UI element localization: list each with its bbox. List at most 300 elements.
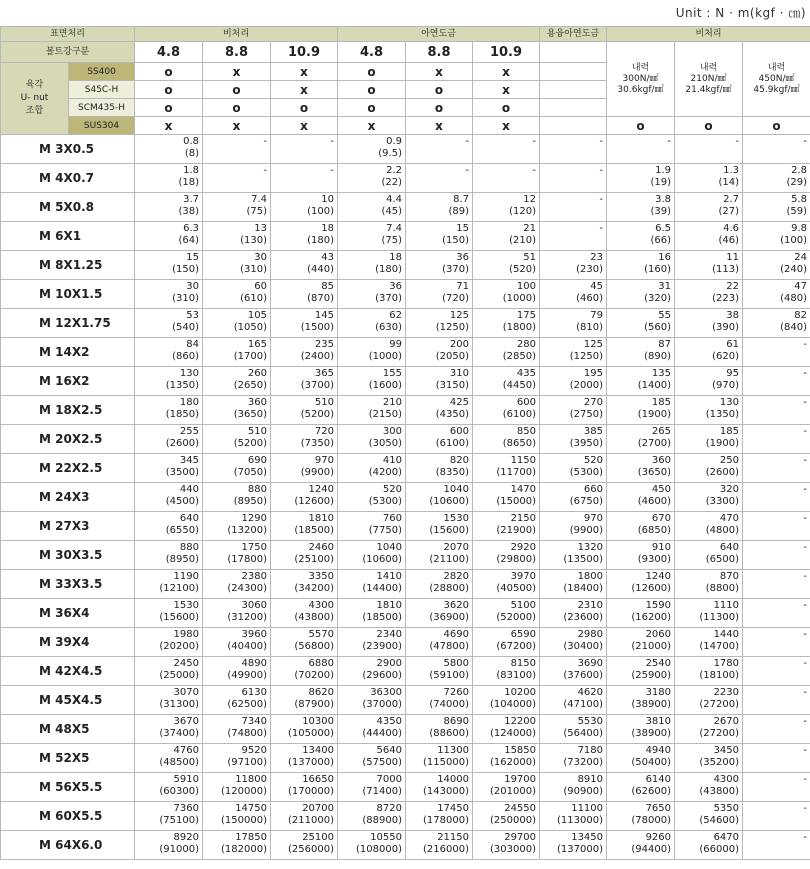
torque-kgf: (1250) xyxy=(569,351,604,362)
torque-nm: - xyxy=(803,426,808,437)
torque-kgf: (4800) xyxy=(705,525,740,536)
torque-cell xyxy=(203,280,271,309)
torque-nm: 3180 xyxy=(645,687,672,698)
torque-kgf: (11300) xyxy=(699,612,740,623)
torque-nm: 61 xyxy=(726,339,740,350)
torque-cell xyxy=(743,773,810,802)
torque-nm: 2540 xyxy=(645,658,672,669)
torque-nm: 4.6 xyxy=(723,223,740,234)
torque-nm: 235 xyxy=(314,339,334,350)
torque-kgf: (105000) xyxy=(288,728,334,739)
torque-nm: 360 xyxy=(651,455,672,466)
torque-kgf: (150) xyxy=(442,235,469,246)
torque-nm: 8920 xyxy=(173,832,199,843)
torque-kgf: (12600) xyxy=(294,496,334,507)
torque-kgf: (810) xyxy=(576,322,604,333)
group-zinc-plated: 아연도금 xyxy=(338,27,540,42)
torque-cell xyxy=(607,657,675,686)
torque-cell xyxy=(271,686,338,715)
torque-cell xyxy=(743,338,810,367)
torque-kgf: (1000) xyxy=(502,293,537,304)
torque-nm: 4300 xyxy=(713,774,740,785)
torque-nm: 29700 xyxy=(504,832,537,843)
torque-kgf: (70200) xyxy=(294,670,334,681)
torque-kgf: (8350) xyxy=(435,467,469,478)
torque-nm: 2310 xyxy=(577,600,604,611)
torque-nm: 87 xyxy=(658,339,672,350)
torque-cell xyxy=(473,628,540,657)
torque-kgf: (5300) xyxy=(569,467,604,478)
torque-nm: - xyxy=(803,600,808,611)
material-scm435-h: SCM435-H xyxy=(69,99,135,117)
bolt-size: M 5X0.8 xyxy=(1,193,135,222)
torque-nm: 105 xyxy=(247,310,267,321)
torque-kgf: (5200) xyxy=(233,438,267,449)
torque-kgf: (56400) xyxy=(563,728,604,739)
torque-kgf: (8950) xyxy=(233,496,267,507)
torque-nm: 51 xyxy=(523,252,537,263)
torque-cell xyxy=(473,512,540,541)
torque-kgf: (7050) xyxy=(233,467,267,478)
table-row xyxy=(1,570,810,599)
torque-nm: 410 xyxy=(382,455,402,466)
torque-cell xyxy=(743,715,810,744)
torque-nm: 3960 xyxy=(241,629,267,640)
bolt-size: M 6X1 xyxy=(1,222,135,251)
torque-cell xyxy=(203,512,271,541)
torque-kgf: (108000) xyxy=(356,844,402,855)
torque-nm: 175 xyxy=(516,310,537,321)
torque-cell xyxy=(271,309,338,338)
torque-nm: - xyxy=(465,136,469,147)
torque-kgf: (37400) xyxy=(159,728,199,739)
bolt-size: M 3X0.5 xyxy=(1,135,135,164)
torque-cell xyxy=(135,483,203,512)
torque-kgf: (970) xyxy=(712,380,740,391)
torque-nm: 85 xyxy=(321,281,334,292)
bolt-size: M 52X5 xyxy=(1,744,135,773)
torque-cell xyxy=(406,628,473,657)
torque-cell xyxy=(675,193,743,222)
torque-nm: 2.8 xyxy=(791,165,808,176)
torque-kgf: (4600) xyxy=(637,496,672,507)
torque-cell xyxy=(338,599,406,628)
torque-cell xyxy=(406,280,473,309)
torque-cell xyxy=(271,628,338,657)
torque-cell xyxy=(473,831,540,860)
torque-nm: 9.8 xyxy=(791,223,808,234)
torque-kgf: (1000) xyxy=(368,351,402,362)
torque-kgf: (5200) xyxy=(300,409,334,420)
strength-line: 내력 xyxy=(767,62,786,73)
torque-nm: 7000 xyxy=(376,774,402,785)
torque-nm: 14000 xyxy=(437,774,469,785)
table-body xyxy=(1,135,810,860)
torque-nm: 5570 xyxy=(308,629,334,640)
torque-table xyxy=(0,26,810,860)
torque-kgf: (38) xyxy=(178,206,199,217)
torque-nm: 6880 xyxy=(308,658,334,669)
torque-kgf: (19) xyxy=(650,177,672,188)
torque-kgf: (370) xyxy=(442,264,469,275)
torque-nm: 10550 xyxy=(370,832,402,843)
torque-nm: - xyxy=(803,136,808,147)
torque-kgf: (12600) xyxy=(631,583,672,594)
torque-cell xyxy=(135,512,203,541)
torque-cell xyxy=(338,773,406,802)
torque-nm: - xyxy=(532,165,537,176)
torque-nm: 3970 xyxy=(510,571,537,582)
torque-cell xyxy=(271,135,338,164)
torque-nm: 385 xyxy=(583,426,604,437)
torque-kgf: (2150) xyxy=(368,409,402,420)
torque-cell xyxy=(675,222,743,251)
torque-nm: 3060 xyxy=(241,600,267,611)
table-row xyxy=(1,193,810,222)
compat-mark: o xyxy=(473,99,540,117)
torque-nm: 79 xyxy=(590,310,604,321)
group-untreated: 비처리 xyxy=(135,27,338,42)
torque-kgf: (104000) xyxy=(490,699,537,710)
torque-kgf: (2850) xyxy=(502,351,537,362)
torque-nm: 145 xyxy=(314,310,334,321)
torque-kgf: (29800) xyxy=(496,554,537,565)
material-s45c-h: S45C-H xyxy=(69,81,135,99)
torque-kgf: (5300) xyxy=(368,496,402,507)
torque-cell xyxy=(675,657,743,686)
torque-kgf: (45) xyxy=(381,206,402,217)
torque-kgf: (35200) xyxy=(699,757,740,768)
torque-cell xyxy=(271,396,338,425)
torque-kgf: (11700) xyxy=(496,467,537,478)
torque-nm: 1240 xyxy=(308,484,334,495)
torque-cell xyxy=(271,744,338,773)
torque-cell xyxy=(135,628,203,657)
surface-treatment-label: 표면처리 xyxy=(1,27,135,42)
compat-mark: o xyxy=(271,99,338,117)
torque-nm: 31 xyxy=(658,281,672,292)
torque-cell xyxy=(406,570,473,599)
torque-nm: - xyxy=(803,803,808,814)
torque-nm: - xyxy=(330,165,334,176)
torque-cell xyxy=(338,396,406,425)
torque-kgf: (124000) xyxy=(490,728,537,739)
torque-kgf: (17800) xyxy=(227,554,267,565)
torque-cell xyxy=(743,367,810,396)
torque-nm: 30 xyxy=(254,252,267,263)
torque-cell xyxy=(338,193,406,222)
torque-cell xyxy=(203,686,271,715)
compat-mark: x xyxy=(473,117,540,135)
torque-kgf: (520) xyxy=(509,264,537,275)
torque-cell xyxy=(743,396,810,425)
compat-empty xyxy=(540,81,607,99)
torque-nm: 9520 xyxy=(241,745,267,756)
torque-cell xyxy=(135,454,203,483)
torque-nm: 1040 xyxy=(443,484,469,495)
torque-cell xyxy=(406,454,473,483)
torque-nm: 47 xyxy=(794,281,808,292)
torque-cell xyxy=(675,541,743,570)
compat-mark: o xyxy=(338,81,406,99)
table-row xyxy=(1,657,810,686)
torque-nm: - xyxy=(803,774,808,785)
torque-nm: 2.7 xyxy=(723,194,740,205)
torque-kgf: (2000) xyxy=(569,380,604,391)
torque-kgf: (64) xyxy=(178,235,199,246)
torque-cell xyxy=(406,483,473,512)
torque-cell xyxy=(271,338,338,367)
torque-nm: 0.8 xyxy=(183,136,199,147)
torque-kgf: (60300) xyxy=(159,786,199,797)
torque-cell xyxy=(338,338,406,367)
torque-kgf: (460) xyxy=(576,293,604,304)
torque-cell xyxy=(473,222,540,251)
torque-kgf: (10600) xyxy=(362,554,402,565)
compat-mark: o xyxy=(743,117,810,135)
torque-kgf: (210) xyxy=(509,235,537,246)
torque-kgf: (1800) xyxy=(502,322,537,333)
torque-nm: 2450 xyxy=(173,658,199,669)
compat-mark: o xyxy=(675,117,743,135)
torque-kgf: (14700) xyxy=(699,641,740,652)
torque-cell xyxy=(406,251,473,280)
torque-kgf: (230) xyxy=(576,264,604,275)
bolt-size: M 18X2.5 xyxy=(1,396,135,425)
torque-kgf: (113000) xyxy=(557,815,604,826)
torque-kgf: (28800) xyxy=(429,583,469,594)
compat-mark: o xyxy=(135,81,203,99)
torque-nm: 11100 xyxy=(571,803,604,814)
torque-nm: 1190 xyxy=(173,571,199,582)
strength-cell xyxy=(743,42,810,117)
torque-cell xyxy=(271,222,338,251)
torque-nm: 8620 xyxy=(308,687,334,698)
torque-cell xyxy=(743,251,810,280)
torque-kgf: (3500) xyxy=(165,467,199,478)
torque-kgf: (27200) xyxy=(699,699,740,710)
bolt-size: M 22X2.5 xyxy=(1,454,135,483)
torque-cell xyxy=(135,193,203,222)
torque-kgf: (180) xyxy=(307,235,334,246)
table-row xyxy=(1,222,810,251)
table-row xyxy=(1,454,810,483)
torque-nm: 600 xyxy=(449,426,469,437)
torque-kgf: (8) xyxy=(184,148,199,159)
torque-nm: - xyxy=(599,194,604,205)
torque-kgf: (48500) xyxy=(159,757,199,768)
torque-kgf: (6500) xyxy=(705,554,740,565)
torque-kgf: (23900) xyxy=(362,641,402,652)
torque-nm: 1810 xyxy=(376,600,402,611)
torque-nm: 10 xyxy=(321,194,334,205)
torque-cell xyxy=(406,367,473,396)
torque-nm: 125 xyxy=(449,310,469,321)
torque-nm: 600 xyxy=(516,397,537,408)
torque-nm: 155 xyxy=(382,368,402,379)
torque-cell xyxy=(540,367,607,396)
torque-kgf: (120000) xyxy=(221,786,267,797)
torque-cell xyxy=(271,164,338,193)
table-row xyxy=(1,425,810,454)
torque-cell xyxy=(271,657,338,686)
torque-cell xyxy=(607,802,675,831)
torque-cell xyxy=(406,541,473,570)
material-ss400: SS400 xyxy=(69,63,135,81)
torque-cell xyxy=(473,309,540,338)
torque-kgf: (180) xyxy=(375,264,402,275)
torque-cell xyxy=(473,802,540,831)
torque-kgf: (160) xyxy=(644,264,672,275)
torque-nm: 1.8 xyxy=(183,165,199,176)
table-header xyxy=(1,27,810,135)
torque-kgf: (21000) xyxy=(631,641,672,652)
torque-nm: 25100 xyxy=(302,832,334,843)
material-sus304: SUS304 xyxy=(69,117,135,135)
torque-nm: 53 xyxy=(186,310,199,321)
torque-kgf: (3300) xyxy=(705,496,740,507)
torque-nm: 11 xyxy=(726,252,740,263)
torque-nm: 250 xyxy=(719,455,740,466)
torque-kgf: (49900) xyxy=(227,670,267,681)
torque-nm: 7360 xyxy=(173,803,199,814)
table-row xyxy=(1,512,810,541)
torque-nm: 130 xyxy=(179,368,199,379)
torque-cell xyxy=(406,425,473,454)
torque-cell xyxy=(607,164,675,193)
torque-kgf: (43800) xyxy=(294,612,334,623)
torque-nm: 970 xyxy=(583,513,604,524)
torque-kgf: (1900) xyxy=(705,438,740,449)
torque-kgf: (2050) xyxy=(435,351,469,362)
bolt-size: M 33X3.5 xyxy=(1,570,135,599)
grade-cell: 4.8 xyxy=(135,42,203,63)
torque-cell xyxy=(135,367,203,396)
torque-nm: 6590 xyxy=(510,629,537,640)
torque-kgf: (2600) xyxy=(165,438,199,449)
torque-nm: 300 xyxy=(382,426,402,437)
torque-nm: - xyxy=(735,136,740,147)
torque-nm: 265 xyxy=(651,426,672,437)
torque-nm: 5530 xyxy=(577,716,604,727)
torque-kgf: (14400) xyxy=(362,583,402,594)
torque-cell xyxy=(675,425,743,454)
torque-nm: 8150 xyxy=(510,658,537,669)
torque-nm: 1290 xyxy=(241,513,267,524)
torque-cell xyxy=(540,222,607,251)
torque-nm: 850 xyxy=(516,426,537,437)
torque-kgf: (100) xyxy=(307,206,334,217)
strength-line: 210N/㎟ xyxy=(690,73,727,84)
torque-kgf: (3150) xyxy=(435,380,469,391)
compat-empty xyxy=(540,117,607,135)
torque-cell xyxy=(540,135,607,164)
torque-cell xyxy=(675,715,743,744)
table-row xyxy=(1,628,810,657)
torque-kgf: (10600) xyxy=(429,496,469,507)
table-row xyxy=(1,599,810,628)
torque-cell xyxy=(540,280,607,309)
torque-cell xyxy=(607,686,675,715)
torque-cell xyxy=(338,309,406,338)
torque-kgf: (15600) xyxy=(429,525,469,536)
torque-cell xyxy=(607,570,675,599)
torque-cell xyxy=(675,251,743,280)
torque-cell xyxy=(743,512,810,541)
torque-cell xyxy=(473,686,540,715)
torque-nm: 640 xyxy=(179,513,199,524)
torque-cell xyxy=(406,135,473,164)
torque-cell xyxy=(406,338,473,367)
torque-kgf: (56800) xyxy=(294,641,334,652)
torque-cell xyxy=(473,338,540,367)
torque-kgf: (15000) xyxy=(496,496,537,507)
torque-kgf: (870) xyxy=(307,293,334,304)
torque-cell xyxy=(338,454,406,483)
torque-nm: 7180 xyxy=(577,745,604,756)
torque-nm: 84 xyxy=(186,339,199,350)
torque-kgf: (78000) xyxy=(631,815,672,826)
strength-line: 21.4kgf/㎟ xyxy=(685,84,732,95)
torque-cell xyxy=(203,396,271,425)
torque-kgf: (2700) xyxy=(637,438,672,449)
torque-nm: 360 xyxy=(247,397,267,408)
torque-kgf: (67200) xyxy=(496,641,537,652)
bolt-size: M 20X2.5 xyxy=(1,425,135,454)
compat-mark: o xyxy=(406,99,473,117)
torque-cell xyxy=(271,802,338,831)
torque-kgf: (1050) xyxy=(233,322,267,333)
torque-cell xyxy=(540,715,607,744)
torque-cell xyxy=(607,280,675,309)
torque-nm: 15850 xyxy=(504,745,537,756)
table-row xyxy=(1,686,810,715)
torque-kgf: (143000) xyxy=(423,786,469,797)
torque-nm: 8.7 xyxy=(453,194,469,205)
torque-nm: 38 xyxy=(726,310,740,321)
torque-nm: - xyxy=(465,165,469,176)
torque-cell xyxy=(675,338,743,367)
torque-kgf: (25000) xyxy=(159,670,199,681)
torque-cell xyxy=(135,744,203,773)
torque-nm: 24550 xyxy=(504,803,537,814)
torque-nm: 1780 xyxy=(713,658,740,669)
torque-cell xyxy=(540,164,607,193)
compat-empty xyxy=(540,63,607,81)
torque-kgf: (18500) xyxy=(362,612,402,623)
torque-kgf: (610) xyxy=(240,293,267,304)
torque-kgf: (31300) xyxy=(159,699,199,710)
torque-kgf: (97100) xyxy=(227,757,267,768)
torque-cell xyxy=(540,338,607,367)
torque-nm: 870 xyxy=(719,571,740,582)
torque-cell xyxy=(607,338,675,367)
torque-kgf: (38900) xyxy=(631,728,672,739)
torque-cell xyxy=(743,483,810,512)
torque-nm: - xyxy=(803,542,808,553)
torque-cell xyxy=(473,135,540,164)
torque-kgf: (9900) xyxy=(569,525,604,536)
torque-nm: 2380 xyxy=(241,571,267,582)
torque-cell xyxy=(473,773,540,802)
torque-cell xyxy=(135,251,203,280)
strength-line: 450N/㎟ xyxy=(758,73,795,84)
torque-kgf: (137000) xyxy=(288,757,334,768)
torque-nm: 3810 xyxy=(645,716,672,727)
torque-nm: 2820 xyxy=(443,571,469,582)
torque-nm: 970 xyxy=(314,455,334,466)
grade-cell: 10.9 xyxy=(473,42,540,63)
